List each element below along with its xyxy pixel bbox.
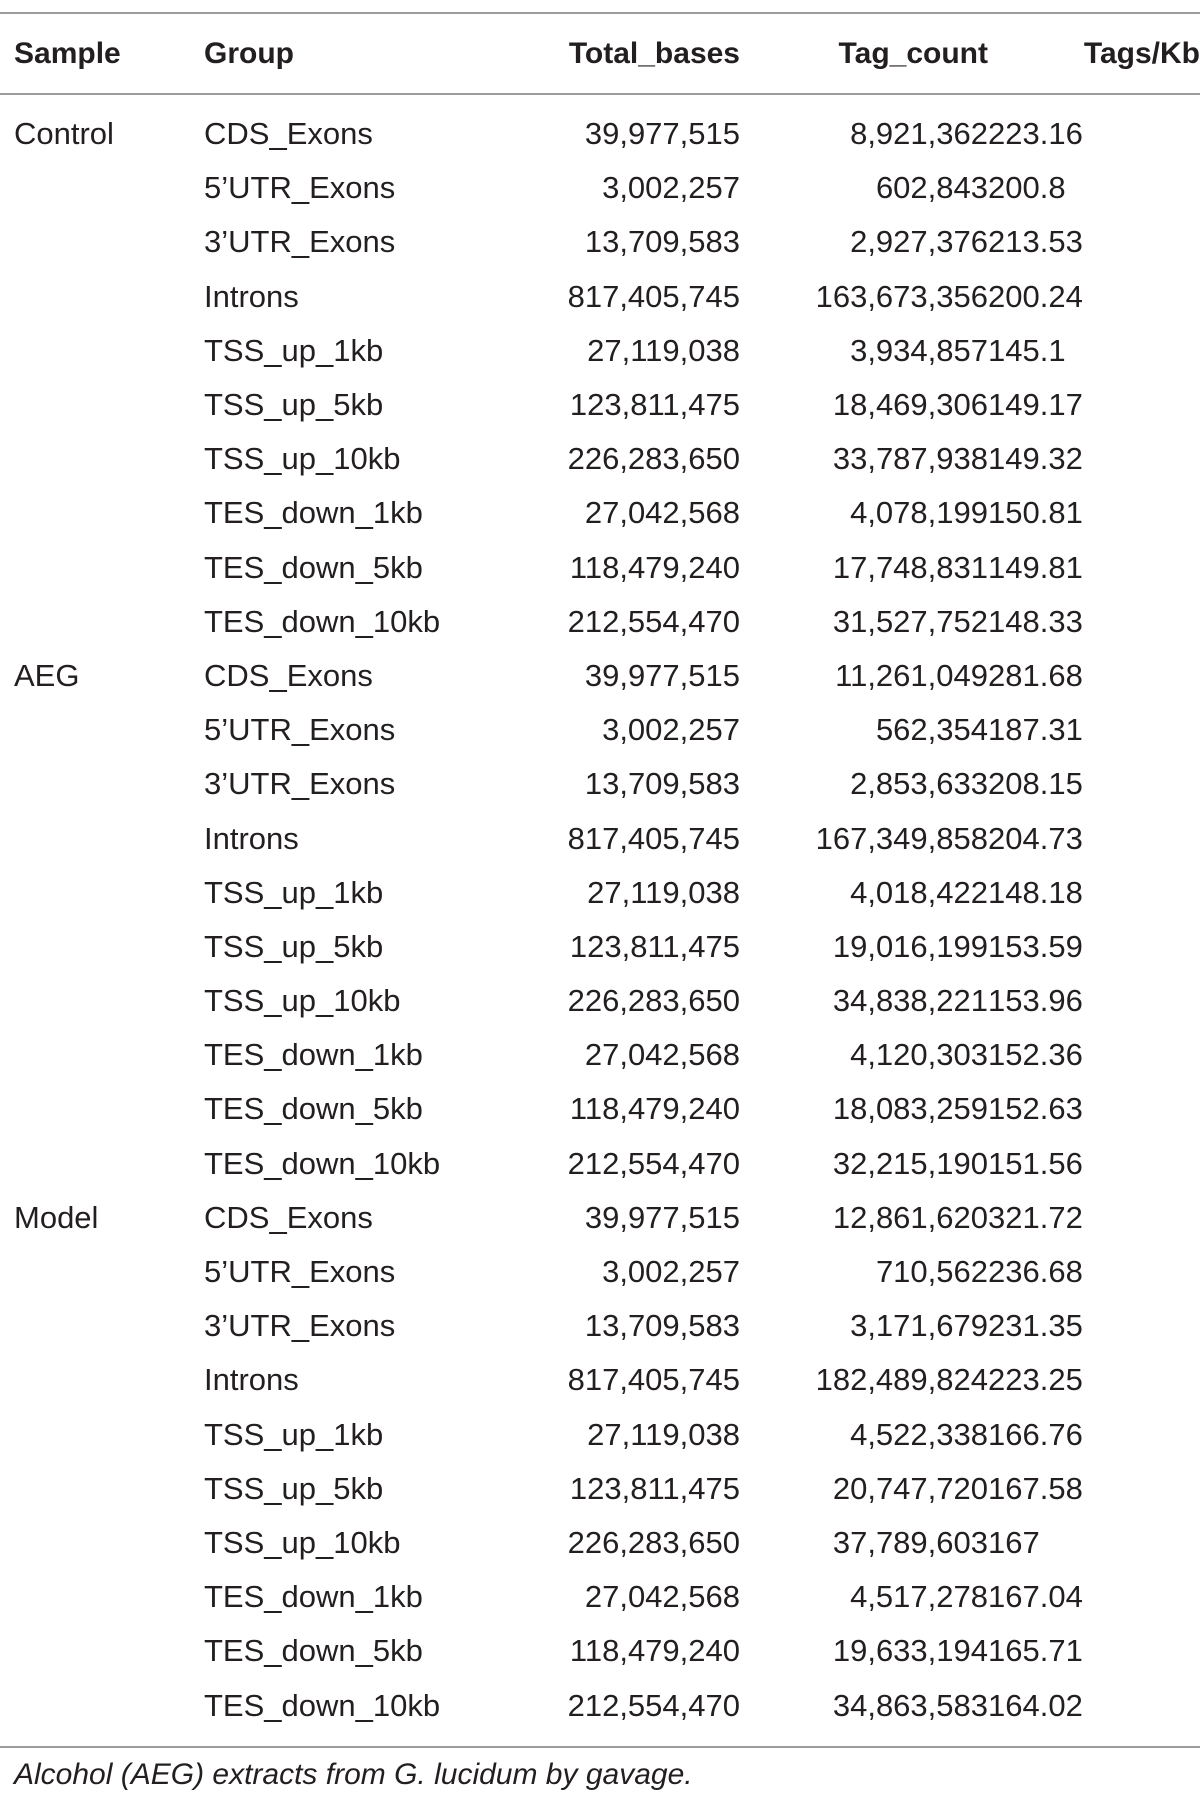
table-row — [0, 920, 1200, 974]
cell-sample — [0, 595, 204, 649]
cell-tags-per-kb: 204.73 — [988, 820, 1083, 856]
cell-sample — [0, 541, 204, 595]
header-sample: Sample — [14, 36, 121, 70]
cell-total-bases: 27,119,038 — [587, 1416, 740, 1452]
cell-group: CDS_Exons — [204, 1199, 373, 1235]
cell-group: TES_down_10kb — [204, 1687, 441, 1723]
cell-tag-count: 710,562 — [875, 1254, 988, 1290]
table-row — [0, 270, 1200, 324]
cell-tags-per-kb: 149.81 — [988, 549, 1083, 585]
cell-group: CDS_Exons — [204, 116, 373, 152]
cell-tag-count: 32,215,190 — [832, 1145, 988, 1181]
cell-tags-per-kb: 208.15 — [988, 766, 1083, 802]
cell-total-bases: 27,042,568 — [584, 1579, 740, 1615]
cell-group: TSS_up_5kb — [204, 1470, 384, 1506]
cell-sample — [0, 1245, 204, 1299]
table-row — [0, 324, 1200, 378]
cell-tag-count: 33,787,938 — [832, 441, 988, 477]
cell-tag-count: 4,120,303 — [850, 1037, 988, 1073]
table-row — [0, 1678, 1200, 1732]
cell-sample — [0, 757, 204, 811]
cell-total-bases: 27,119,038 — [587, 874, 740, 910]
cell-sample: AEG — [14, 657, 80, 693]
cell-sample — [0, 811, 204, 865]
cell-tag-count: 3,934,857 — [850, 332, 988, 368]
table-row — [0, 432, 1200, 486]
header-group: Group — [204, 36, 294, 70]
cell-total-bases: 39,977,515 — [584, 116, 740, 152]
cell-total-bases: 13,709,583 — [584, 224, 740, 260]
cell-tags-per-kb: 321.72 — [988, 1199, 1083, 1235]
table-row — [0, 541, 1200, 595]
table-row — [0, 1624, 1200, 1678]
cell-group: TES_down_5kb — [204, 1091, 423, 1127]
cell-sample — [0, 378, 204, 432]
cell-tag-count: 2,927,376 — [850, 224, 988, 260]
cell-tags-per-kb: 150.81 — [988, 495, 1083, 531]
cell-tags-per-kb: 167.04 — [988, 1579, 1083, 1615]
cell-tags-per-kb: 166.76 — [988, 1416, 1083, 1452]
cell-total-bases: 27,119,038 — [587, 332, 740, 368]
cell-tag-count: 34,863,583 — [832, 1687, 988, 1723]
cell-sample — [0, 1299, 204, 1353]
table-row — [0, 811, 1200, 865]
cell-sample — [0, 1570, 204, 1624]
cell-tag-count: 4,078,199 — [850, 495, 988, 531]
cell-tag-count: 37,789,603 — [832, 1524, 988, 1560]
cell-total-bases: 39,977,515 — [584, 1199, 740, 1235]
header-total-bases: Total_bases — [568, 36, 740, 70]
table-row — [0, 215, 1200, 269]
cell-group: TSS_up_10kb — [204, 441, 401, 477]
cell-tags-per-kb: 281.68 — [988, 657, 1083, 693]
cell-total-bases: 123,811,475 — [569, 387, 740, 423]
cell-group: CDS_Exons — [204, 657, 373, 693]
cell-total-bases: 27,042,568 — [584, 495, 740, 531]
cell-tag-count: 31,527,752 — [832, 603, 988, 639]
cell-sample — [0, 1408, 204, 1462]
cell-group: 5’UTR_Exons — [204, 170, 396, 206]
cell-tag-count: 4,018,422 — [850, 874, 988, 910]
table-bottom-rule — [0, 1746, 1200, 1748]
cell-total-bases: 13,709,583 — [584, 766, 740, 802]
cell-tags-per-kb: 231.35 — [988, 1308, 1083, 1344]
cell-group: TES_down_10kb — [204, 603, 441, 639]
cell-total-bases: 118,479,240 — [569, 1091, 740, 1127]
cell-tag-count: 167,349,858 — [815, 820, 988, 856]
cell-tags-per-kb: 167 — [988, 1524, 1040, 1560]
table-row — [0, 595, 1200, 649]
table-row — [0, 974, 1200, 1028]
table-row — [0, 1462, 1200, 1516]
cell-tag-count: 19,633,194 — [832, 1633, 988, 1669]
cell-tag-count: 34,838,221 — [832, 983, 988, 1019]
cell-tag-count: 20,747,720 — [832, 1470, 988, 1506]
table-row — [0, 93, 1200, 161]
cell-tag-count: 8,921,362 — [850, 116, 988, 152]
table-row — [0, 1299, 1200, 1353]
cell-tags-per-kb: 223.25 — [988, 1362, 1083, 1398]
cell-group: TES_down_1kb — [204, 1579, 423, 1615]
cell-tags-per-kb: 145.1 — [988, 332, 1066, 368]
cell-tags-per-kb: 152.63 — [988, 1091, 1083, 1127]
table-row — [0, 1028, 1200, 1082]
cell-tags-per-kb: 167.58 — [988, 1470, 1083, 1506]
cell-total-bases: 123,811,475 — [569, 1470, 740, 1506]
cell-tag-count: 2,853,633 — [850, 766, 988, 802]
cell-tags-per-kb: 149.17 — [988, 387, 1083, 423]
cell-sample — [0, 866, 204, 920]
cell-tags-per-kb: 153.59 — [988, 928, 1083, 964]
cell-sample — [0, 161, 204, 215]
cell-total-bases: 817,405,745 — [567, 1362, 740, 1398]
header-tags-per-kb: Tags/Kb — [1083, 36, 1200, 70]
cell-tags-per-kb: 165.71 — [988, 1633, 1083, 1669]
cell-group: TSS_up_5kb — [204, 387, 384, 423]
cell-group: 3’UTR_Exons — [204, 1308, 396, 1344]
cell-tags-per-kb: 223.16 — [988, 116, 1083, 152]
data-table — [0, 14, 1200, 1733]
cell-tags-per-kb: 213.53 — [988, 224, 1083, 260]
cell-tag-count: 19,016,199 — [832, 928, 988, 964]
table-row — [0, 649, 1200, 703]
cell-total-bases: 212,554,470 — [567, 1145, 740, 1181]
table-row — [0, 703, 1200, 757]
cell-group: TES_down_10kb — [204, 1145, 441, 1181]
cell-tag-count: 18,083,259 — [832, 1091, 988, 1127]
cell-group: TSS_up_1kb — [204, 1416, 384, 1452]
table-row — [0, 378, 1200, 432]
cell-tag-count: 12,861,620 — [832, 1199, 988, 1235]
cell-tag-count: 4,517,278 — [850, 1579, 988, 1615]
cell-sample — [0, 974, 204, 1028]
cell-group: 3’UTR_Exons — [204, 224, 396, 260]
cell-total-bases: 3,002,257 — [602, 712, 740, 748]
cell-tags-per-kb: 187.31 — [988, 712, 1083, 748]
cell-sample — [0, 1137, 204, 1191]
table-row — [0, 1408, 1200, 1462]
cell-tags-per-kb: 149.32 — [988, 441, 1083, 477]
cell-total-bases: 118,479,240 — [569, 1633, 740, 1669]
cell-total-bases: 226,283,650 — [567, 1524, 740, 1560]
cell-sample — [0, 703, 204, 757]
table-footnote: Alcohol (AEG) extracts from G. lucidum by gavage. — [14, 1758, 693, 1791]
cell-sample: Control — [14, 116, 114, 152]
cell-group: TES_down_1kb — [204, 1037, 423, 1073]
cell-tag-count: 4,522,338 — [850, 1416, 988, 1452]
cell-tag-count: 3,171,679 — [850, 1308, 988, 1344]
cell-tag-count: 18,469,306 — [832, 387, 988, 423]
cell-total-bases: 27,042,568 — [584, 1037, 740, 1073]
cell-total-bases: 39,977,515 — [584, 657, 740, 693]
table-row — [0, 486, 1200, 540]
cell-tags-per-kb: 200.8 — [988, 170, 1066, 206]
cell-sample — [0, 920, 204, 974]
table-row — [0, 1570, 1200, 1624]
table-row — [0, 1353, 1200, 1407]
header-tag-count: Tag_count — [838, 36, 988, 70]
cell-tags-per-kb: 148.33 — [988, 603, 1083, 639]
cell-tags-per-kb: 153.96 — [988, 983, 1083, 1019]
table-row — [0, 1191, 1200, 1245]
cell-tag-count: 562,354 — [875, 712, 988, 748]
cell-total-bases: 226,283,650 — [567, 441, 740, 477]
table-row — [0, 757, 1200, 811]
cell-group: Introns — [204, 278, 299, 314]
cell-tags-per-kb: 236.68 — [988, 1254, 1083, 1290]
cell-sample — [0, 1624, 204, 1678]
cell-sample — [0, 270, 204, 324]
cell-sample — [0, 1678, 204, 1732]
cell-group: TSS_up_5kb — [204, 928, 384, 964]
cell-tags-per-kb: 152.36 — [988, 1037, 1083, 1073]
table-body — [0, 93, 1200, 1733]
table-row — [0, 866, 1200, 920]
cell-group: TSS_up_10kb — [204, 1524, 401, 1560]
cell-total-bases: 817,405,745 — [567, 278, 740, 314]
cell-total-bases: 817,405,745 — [567, 820, 740, 856]
cell-tag-count: 602,843 — [875, 170, 988, 206]
cell-total-bases: 118,479,240 — [569, 549, 740, 585]
cell-total-bases: 3,002,257 — [602, 1254, 740, 1290]
cell-group: TSS_up_1kb — [204, 332, 384, 368]
cell-total-bases: 13,709,583 — [584, 1308, 740, 1344]
cell-sample — [0, 1082, 204, 1136]
cell-total-bases: 212,554,470 — [567, 603, 740, 639]
cell-group: TES_down_1kb — [204, 495, 423, 531]
cell-sample — [0, 486, 204, 540]
table-row — [0, 1245, 1200, 1299]
cell-tag-count: 11,261,049 — [835, 657, 988, 693]
cell-sample — [0, 324, 204, 378]
cell-group: 3’UTR_Exons — [204, 766, 396, 802]
cell-sample — [0, 215, 204, 269]
table-header — [0, 14, 1200, 93]
cell-sample — [0, 1353, 204, 1407]
cell-group: TSS_up_10kb — [204, 983, 401, 1019]
cell-group: 5’UTR_Exons — [204, 1254, 396, 1290]
cell-total-bases: 3,002,257 — [602, 170, 740, 206]
table-row — [0, 1137, 1200, 1191]
table-row — [0, 1082, 1200, 1136]
cell-sample: Model — [14, 1199, 99, 1235]
cell-group: Introns — [204, 1362, 299, 1398]
cell-total-bases: 226,283,650 — [567, 983, 740, 1019]
cell-group: Introns — [204, 820, 299, 856]
cell-tags-per-kb: 200.24 — [988, 278, 1083, 314]
cell-sample — [0, 1028, 204, 1082]
cell-tags-per-kb: 164.02 — [988, 1687, 1083, 1723]
cell-total-bases: 123,811,475 — [569, 928, 740, 964]
cell-tag-count: 17,748,831 — [832, 549, 988, 585]
header-row — [0, 14, 1200, 93]
cell-sample — [0, 1462, 204, 1516]
cell-tags-per-kb: 148.18 — [988, 874, 1083, 910]
cell-sample — [0, 1516, 204, 1570]
table-row — [0, 1516, 1200, 1570]
cell-tag-count: 182,489,824 — [815, 1362, 988, 1398]
cell-group: TES_down_5kb — [204, 1633, 423, 1669]
cell-group: 5’UTR_Exons — [204, 712, 396, 748]
cell-group: TES_down_5kb — [204, 549, 423, 585]
cell-tag-count: 163,673,356 — [815, 278, 988, 314]
cell-sample — [0, 432, 204, 486]
cell-total-bases: 212,554,470 — [567, 1687, 740, 1723]
cell-group: TSS_up_1kb — [204, 874, 384, 910]
table-row — [0, 161, 1200, 215]
cell-tags-per-kb: 151.56 — [988, 1145, 1083, 1181]
